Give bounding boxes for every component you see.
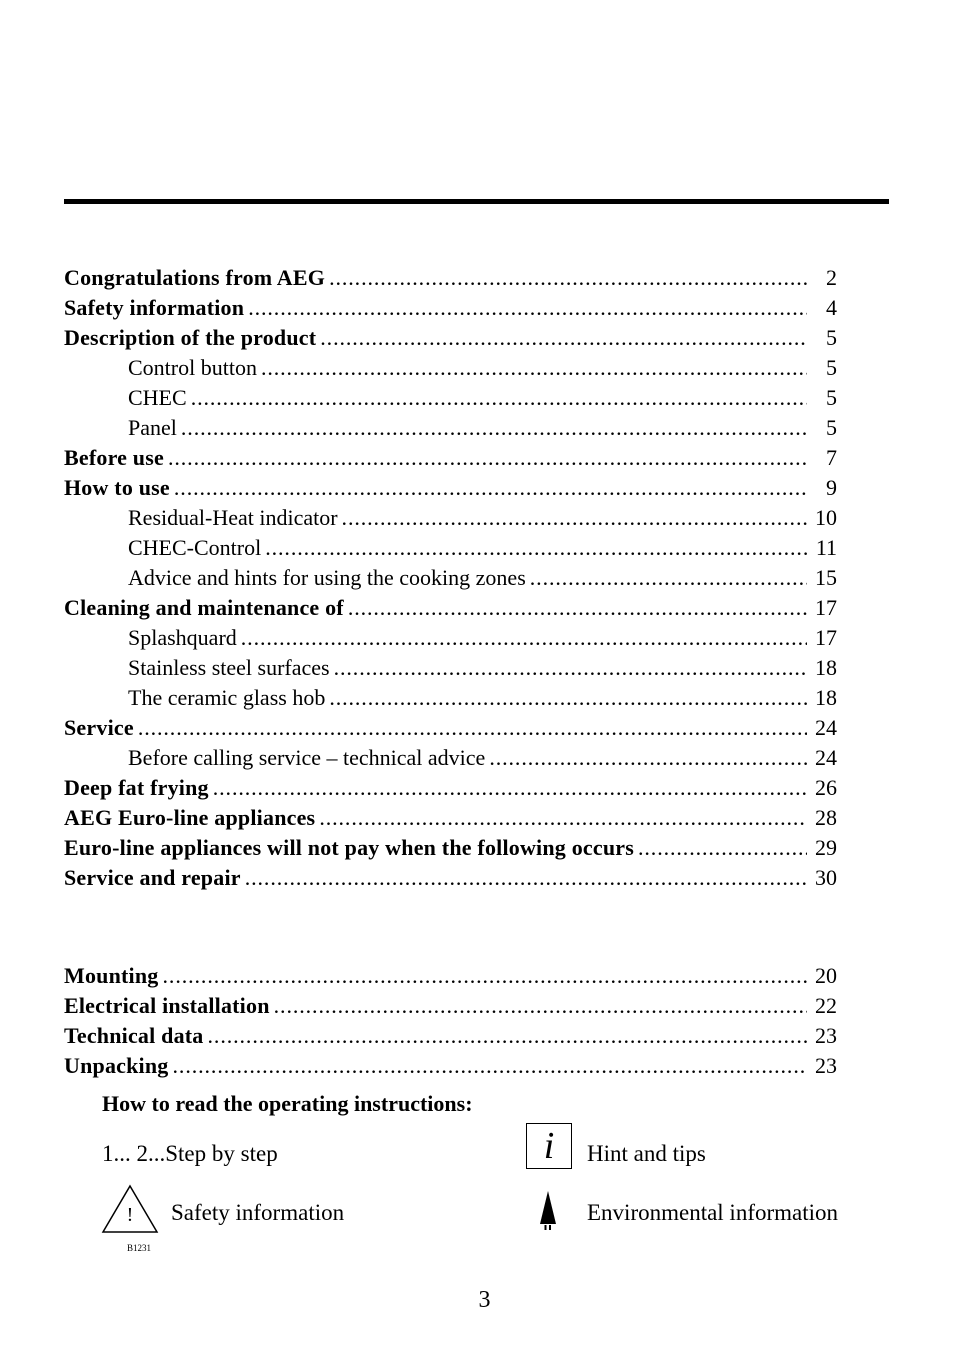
toc-entry-title: Panel [128, 415, 177, 440]
toc-leader-dots [261, 353, 807, 383]
tree-icon [537, 1190, 559, 1232]
toc-entry [64, 323, 837, 353]
toc-entry [64, 1051, 837, 1081]
toc-entry [64, 863, 837, 893]
info-icon-glyph: i [543, 1125, 555, 1167]
toc-leader-dots [181, 413, 807, 443]
toc-leader-dots [489, 743, 807, 773]
toc-entry-page: 5 [826, 385, 837, 410]
toc-entry-title: Service and repair [64, 865, 241, 890]
warning-icon [100, 1184, 160, 1236]
toc-entry [64, 683, 837, 713]
toc-entry-title: Residual-Heat indicator [128, 505, 338, 530]
toc-leader-dots [245, 863, 807, 893]
toc-entry-title: Service [64, 715, 134, 740]
toc-entry-title: Control button [128, 355, 257, 380]
toc-entry-page: 20 [815, 963, 837, 988]
toc-entry-page: 30 [815, 865, 837, 890]
toc-entry [64, 991, 837, 1021]
toc-entry-page: 10 [815, 505, 837, 530]
toc-entry [64, 443, 837, 473]
toc-entry [64, 803, 837, 833]
toc-entry [64, 293, 837, 323]
toc-entry [64, 413, 837, 443]
toc-entry-page: 24 [815, 715, 837, 740]
toc-entry-page: 23 [815, 1053, 837, 1078]
toc-entry-page: 17 [815, 595, 837, 620]
toc-leader-dots [241, 623, 807, 653]
toc-leader-dots [265, 533, 807, 563]
toc-leader-dots [208, 1021, 807, 1051]
toc-leader-dots [174, 473, 807, 503]
toc-leader-dots [274, 991, 807, 1021]
toc-entry-title: Description of the product [64, 325, 317, 350]
step-by-step-label: 1... 2...Step by step [102, 1141, 278, 1166]
toc-entry [64, 353, 837, 383]
toc-entry-page: 11 [815, 535, 837, 560]
toc-entry-page: 5 [826, 325, 837, 350]
toc-entry [64, 563, 837, 593]
toc-entry-page: 4 [826, 295, 837, 320]
toc-entry-title: Deep fat frying [64, 775, 209, 800]
toc-leader-dots [248, 293, 807, 323]
toc-entry-page: 7 [826, 445, 837, 470]
toc-leader-dots [168, 443, 807, 473]
toc-entry [64, 473, 837, 503]
warning-icon-code: B1231 [127, 1243, 152, 1253]
toc-entry-page: 15 [815, 565, 837, 590]
toc-entry [64, 383, 837, 413]
toc-leader-dots [638, 833, 807, 863]
toc-entry-title: Safety information [64, 295, 245, 320]
hint-label: Hint and tips [587, 1141, 706, 1166]
toc-leader-dots [342, 503, 807, 533]
toc-leader-dots [163, 961, 807, 991]
environmental-label: Environmental information [587, 1200, 839, 1225]
toc-entry-title: Congratulations from AEG [64, 265, 326, 290]
toc-entry-title: Mounting [64, 963, 159, 988]
toc-leader-dots [138, 713, 807, 743]
toc-leader-dots [348, 593, 807, 623]
toc-entry-page: 23 [815, 1023, 837, 1048]
toc-entry-title: Electrical installation [64, 993, 270, 1018]
toc-entry-title: AEG Euro-line appliances [64, 805, 316, 830]
toc-entry [64, 593, 837, 623]
toc-entry [64, 623, 837, 653]
toc-entry-title: How to use [64, 475, 170, 500]
toc-leader-dots [213, 773, 807, 803]
toc-entry-title: Stainless steel surfaces [128, 655, 330, 680]
toc-entry [64, 653, 837, 683]
toc-entry-page: 22 [815, 993, 837, 1018]
toc-leader-dots [191, 383, 807, 413]
toc-leader-dots [329, 263, 807, 293]
page-number: 3 [478, 1287, 491, 1313]
toc-leader-dots [530, 563, 807, 593]
toc-entry-title: The ceramic glass hob [128, 685, 326, 710]
toc-entry-title: CHEC-Control [128, 535, 262, 560]
toc-entry-page: 17 [815, 625, 837, 650]
toc-entry [64, 263, 837, 293]
howto-heading: How to read the operating instructions: [102, 1091, 473, 1116]
toc-entry [64, 1021, 837, 1051]
toc-entry-page: 18 [815, 685, 837, 710]
toc-entry [64, 533, 837, 563]
installation-contents [64, 961, 837, 1081]
toc-entry [64, 503, 837, 533]
toc-entry-page: 29 [815, 835, 837, 860]
table-of-contents [64, 263, 837, 893]
toc-entry-page: 18 [815, 655, 837, 680]
toc-entry-page: 9 [826, 475, 837, 500]
toc-entry [64, 713, 837, 743]
toc-entry-title: CHEC [128, 385, 187, 410]
toc-entry-title: Unpacking [64, 1053, 169, 1078]
info-icon [526, 1123, 572, 1169]
toc-entry-page: 26 [815, 775, 837, 800]
toc-entry-title: Before calling service – technical advice [128, 745, 486, 770]
toc-leader-dots [319, 803, 807, 833]
toc-entry-page: 2 [826, 265, 837, 290]
toc-entry-title: Before use [64, 445, 164, 470]
toc-leader-dots [329, 683, 807, 713]
top-rule [64, 199, 889, 204]
toc-entry [64, 833, 837, 863]
toc-entry-page: 28 [815, 805, 837, 830]
toc-entry [64, 743, 837, 773]
toc-entry [64, 773, 837, 803]
safety-label: Safety information [171, 1200, 345, 1225]
toc-entry-title: Advice and hints for using the cooking zones [128, 565, 526, 590]
toc-leader-dots [334, 653, 807, 683]
toc-entry [64, 961, 837, 991]
toc-entry-title: Cleaning and maintenance of [64, 595, 344, 620]
toc-leader-dots [173, 1051, 807, 1081]
toc-entry-title: Splashquard [128, 625, 237, 650]
toc-entry-page: 24 [815, 745, 837, 770]
toc-entry-title: Technical data [64, 1023, 204, 1048]
toc-entry-page: 5 [826, 415, 837, 440]
toc-leader-dots [320, 323, 807, 353]
toc-entry-page: 5 [826, 355, 837, 380]
warning-icon-glyph: ! [126, 1204, 134, 1226]
toc-entry-title: Euro-line appliances will not pay when the following occurs [64, 835, 634, 860]
